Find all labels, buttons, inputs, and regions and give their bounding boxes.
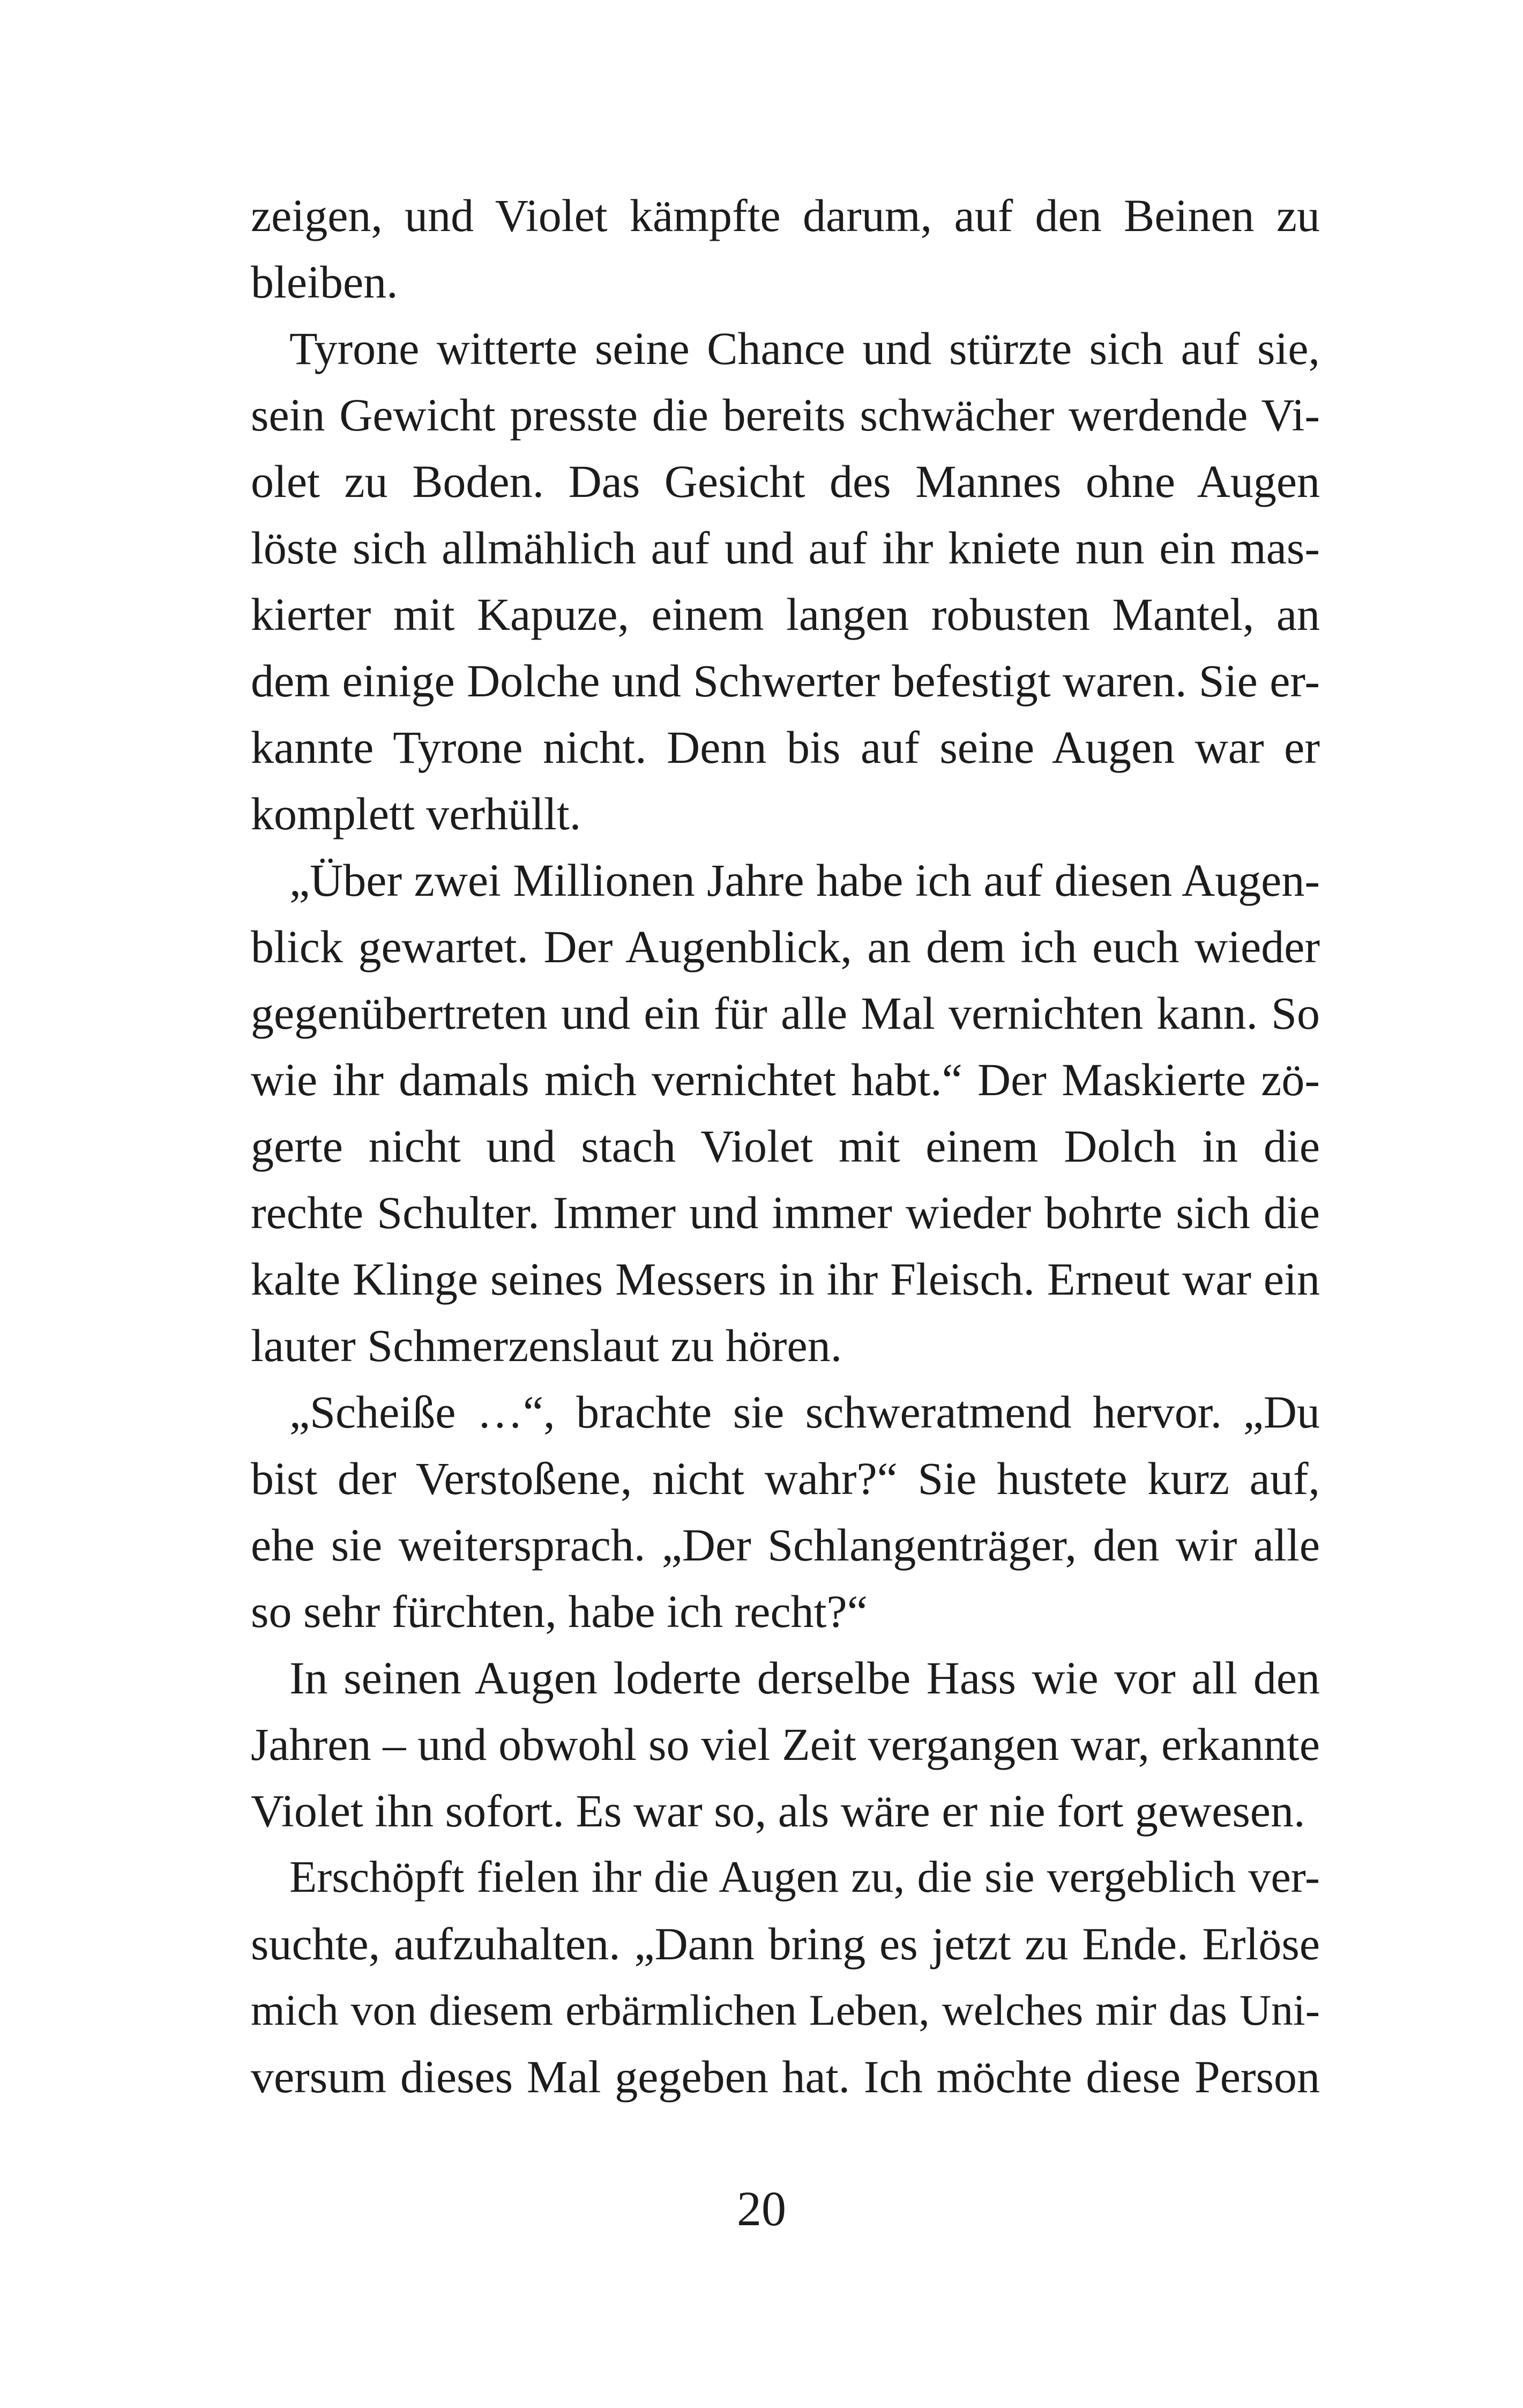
text-line: sein Gewicht presste die bereits schwächer werdende Vi- — [251, 389, 1320, 441]
text-line: blick gewartet. Der Augenblick, an dem ich euch wieder — [251, 921, 1320, 972]
text-line: gerte nicht und stach Violet mit einem Dolch in die — [251, 1120, 1320, 1172]
text-line: komplett verhüllt. — [251, 788, 581, 839]
text-line: In seinen Augen loderte derselbe Hass wie vor all den — [289, 1652, 1320, 1704]
text-line: zeigen, und Violet kämpfte darum, auf den Beinen zu — [251, 190, 1320, 241]
text-line: versum dieses Mal gegeben hat. Ich möchte diese Person — [251, 2051, 1320, 2102]
text-line: bist der Verstoßene, nicht wahr?“ Sie hustete kurz auf, — [251, 1453, 1320, 1504]
body-text — [251, 182, 1320, 2110]
text-line: olet zu Boden. Das Gesicht des Mannes ohne Augen — [251, 456, 1320, 507]
text-line: kierter mit Kapuze, einem langen robusten Mantel, an — [251, 589, 1320, 640]
text-line: ehe sie weitersprach. „Der Schlangenträger, den wir alle — [251, 1519, 1320, 1571]
text-line: Jahren – und obwohl so viel Zeit vergangen war, erkannte — [251, 1719, 1320, 1770]
text-line: so sehr fürchten, habe ich recht?“ — [251, 1586, 868, 1637]
text-line: gegenübertreten und ein für alle Mal vernichten kann. So — [251, 987, 1320, 1039]
text-line: Violet ihn sofort. Es war so, als wäre er nie fort gewesen. — [251, 1785, 1305, 1837]
text-line: bleiben. — [251, 256, 398, 308]
text-line: wie ihr damals mich vernichtet habt.“ Der Maskierte zö- — [251, 1054, 1320, 1105]
text-line: löste sich allmählich auf und auf ihr kniete nun ein mas- — [251, 522, 1320, 574]
text-line: suchte, aufzuhalten. „Dann bring es jetzt zu Ende. Erlöse — [251, 1918, 1320, 1969]
page-number: 20 — [737, 2181, 786, 2236]
text-line: kalte Klinge seines Messers in ihr Fleisch. Erneut war ein — [251, 1253, 1320, 1305]
text-line: mich von diesem erbärmlichen Leben, welches mir das Uni- — [251, 1986, 1320, 2034]
text-line: dem einige Dolche und Schwerter befestigt waren. Sie er- — [251, 655, 1320, 707]
text-line: „Über zwei Millionen Jahre habe ich auf diesen Augen- — [289, 854, 1320, 906]
text-line: rechte Schulter. Immer und immer wieder bohrte sich die — [251, 1187, 1320, 1238]
text-line: kannte Tyrone nicht. Denn bis auf seine Augen war er — [251, 722, 1320, 773]
text-line: „Scheiße …“, brachte sie schweratmend hervor. „Du — [289, 1386, 1320, 1438]
text-line: Tyrone witterte seine Chance und stürzte sich auf sie, — [289, 323, 1320, 374]
text-line: lauter Schmerzenslaut zu hören. — [251, 1320, 842, 1371]
text-line: Erschöpft fielen ihr die Augen zu, die sie vergeblich ver- — [289, 1852, 1320, 1902]
